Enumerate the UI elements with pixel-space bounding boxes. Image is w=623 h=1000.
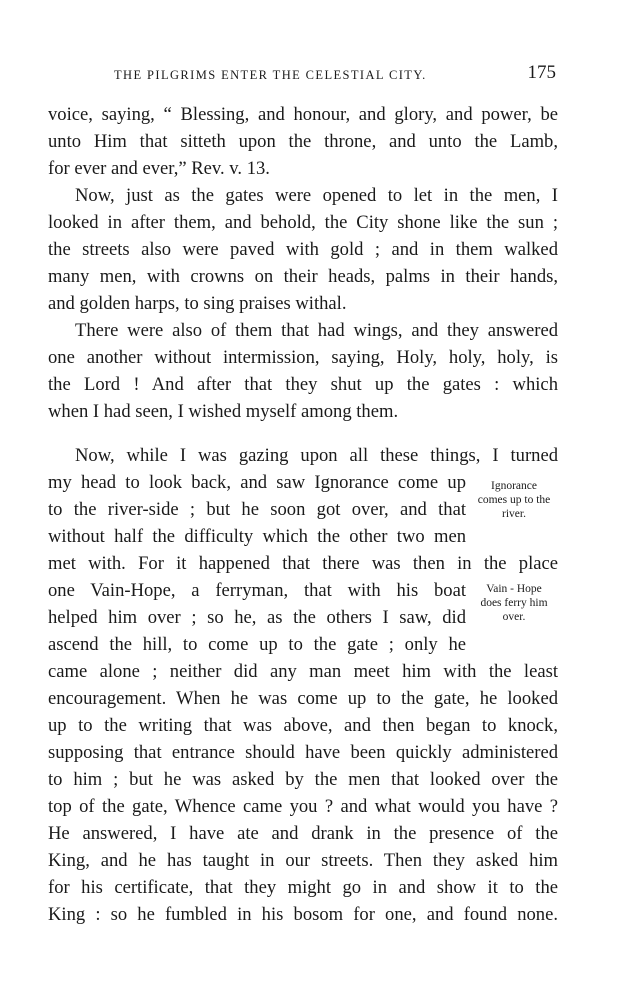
text-line: many men, with crowns on their heads, palms in their hands,: [48, 266, 558, 287]
text-line: for his certificate, that they might go in and show it to the: [48, 877, 558, 898]
page-header: [48, 62, 562, 90]
text-line: the Lord ! And after that they shut up the gates : which: [48, 374, 558, 395]
text-line: Now, just as the gates were opened to let in the men, I: [75, 185, 558, 206]
side-note-line: river.: [502, 508, 526, 520]
side-note-line: comes up to the: [477, 494, 551, 506]
side-note: [466, 582, 562, 624]
text-line: King, and he has taught in our streets. Then they asked him: [48, 850, 558, 871]
text-line: There were also of them that had wings, and they answered: [75, 320, 558, 341]
text-line: encouragement. When he was come up to the gate, he looked: [48, 688, 558, 709]
text-line: without half the difficulty which the other two men: [48, 526, 466, 547]
side-note: [466, 479, 562, 521]
text-line: voice, saying, “ Blessing, and honour, and glory, and power, be: [48, 104, 558, 125]
text-line: up to the writing that was above, and then began to knock,: [48, 715, 558, 736]
text-line: the streets also were paved with gold ; and in them walked: [48, 239, 558, 260]
page-number: 175: [527, 62, 556, 83]
text-line: came alone ; neither did any man meet him with the least: [48, 661, 558, 682]
text-line: Now, while I was gazing upon all these things, I turned: [75, 445, 558, 466]
text-line: to the river-side ; but he soon got over, and that: [48, 499, 466, 520]
text-line: unto Him that sitteth upon the throne, and unto the Lamb,: [48, 131, 558, 152]
text-line: one Vain-Hope, a ferryman, that with his boat: [48, 580, 466, 601]
text-line: to him ; but he was asked by the men that looked over the: [48, 769, 558, 790]
text-line: top of the gate, Whence came you ? and what would you have ?: [48, 796, 558, 817]
text-line: my head to look back, and saw Ignorance come up: [48, 472, 466, 493]
text-line: one another without intermission, saying, Holy, holy, holy, is: [48, 347, 558, 368]
side-note-line: Ignorance: [491, 480, 537, 492]
text-line: looked in after them, and behold, the City shone like the sun ;: [48, 212, 558, 233]
text-line: He answered, I have ate and drank in the presence of the: [48, 823, 558, 844]
text-line: ascend the hill, to come up to the gate ; only he: [48, 634, 466, 655]
text-line: met with. For it happened that there was then in the place: [48, 553, 558, 574]
side-note-line: does ferry him: [480, 597, 548, 609]
text-line: and golden harps, to sing praises withal.: [48, 293, 347, 314]
text-line: when I had seen, I wished myself among them.: [48, 401, 399, 422]
text-line: for ever and ever,” Rev. v. 13.: [48, 158, 270, 179]
text-line: King : so he fumbled in his bosom for one, and found none.: [48, 904, 558, 925]
side-note-line: over.: [502, 611, 526, 623]
text-line: helped him over ; so he, as the others I saw, did: [48, 607, 466, 628]
text-line: supposing that entrance should have been quickly administered: [48, 742, 558, 763]
side-note-line: Vain - Hope: [486, 583, 542, 595]
running-title: THE PILGRIMS ENTER THE CELESTIAL CITY.: [114, 68, 427, 82]
